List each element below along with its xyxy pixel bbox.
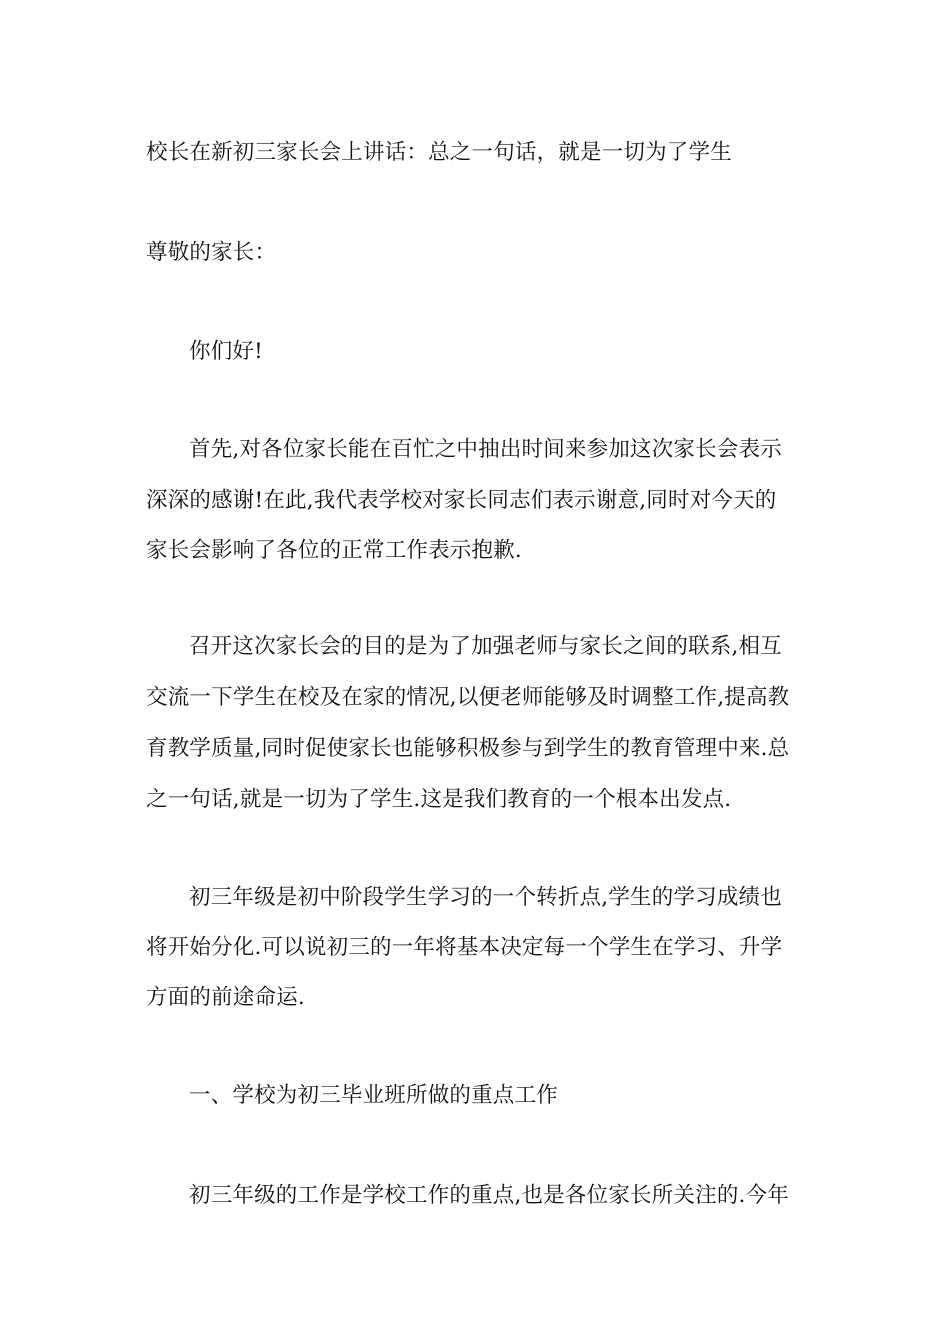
paragraph-1-line-1: 首先,对各位家长能在百忙之中抽出时间来参加这次家长会表示 <box>189 437 782 462</box>
paragraph-1-line-2: 深深的感谢!在此,我代表学校对家长同志们表示谢意,同时对今天的 <box>146 488 777 513</box>
paragraph-3-line-1: 初三年级是初中阶段学生学习的一个转折点,学生的学习成绩也 <box>189 885 782 910</box>
paragraph-2-line-3: 育教学质量,同时促使家长也能够积极参与到学生的教育管理中来.总 <box>146 736 790 761</box>
paragraph-1-line-3: 家长会影响了各位的正常工作表示抱歉. <box>146 538 522 563</box>
paragraph-2-line-2: 交流一下学生在校及在家的情况,以便老师能够及时调整工作,提高教 <box>146 685 790 710</box>
paragraph-4-line-1: 初三年级的工作是学校工作的重点,也是各位家长所关注的.今年 <box>189 1183 789 1208</box>
paragraph-2-line-4: 之一句话,就是一切为了学生.这是我们教育的一个根本出发点. <box>146 787 732 812</box>
document-title: 校长在新初三家长会上讲话：总之一句话，就是一切为了学生 <box>146 140 732 165</box>
section-heading-1: 一、学校为初三毕业班所做的重点工作 <box>189 1083 558 1108</box>
greeting: 你们好! <box>189 339 263 364</box>
paragraph-3-line-2: 将开始分化.可以说初三的一年将基本决定每一个学生在学习、升学 <box>146 935 783 960</box>
paragraph-3-line-3: 方面的前途命运. <box>146 985 305 1010</box>
salutation: 尊敬的家长： <box>146 240 277 265</box>
paragraph-2-line-1: 召开这次家长会的目的是为了加强老师与家长之间的联系,相互 <box>189 634 782 659</box>
